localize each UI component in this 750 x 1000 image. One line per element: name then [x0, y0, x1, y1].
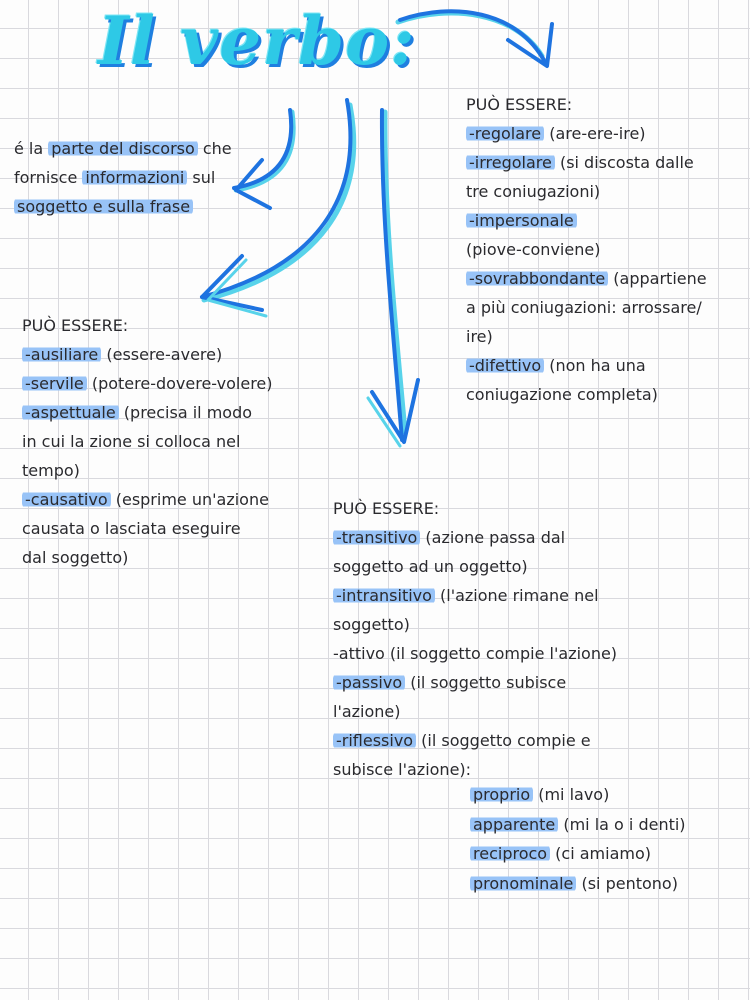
- list-item-impersonale-cont: (piove-conviene): [466, 240, 601, 259]
- list-item-passivo: -passivo (il soggetto subisce: [333, 668, 617, 697]
- list-item-aspettuale-cont: in cui la zione si colloca nel: [22, 432, 241, 451]
- definition-note: [14, 134, 232, 221]
- list-item-intransitivo-cont: soggetto): [333, 615, 410, 634]
- list-item-ausiliare: -ausiliare (essere-avere): [22, 340, 273, 369]
- list-item-attivo: -attivo (il soggetto compie l'azione): [333, 644, 618, 663]
- list-item-passivo-cont: l'azione): [333, 702, 401, 721]
- list-item-causativo-cont: causata o lasciata eseguire: [22, 519, 241, 538]
- list-item-transitivo: -transitivo (azione passa dal: [333, 523, 617, 552]
- left-box-heading: PUÒ ESSERE:: [22, 316, 129, 335]
- list-item-transitivo-cont: soggetto ad un oggetto): [333, 557, 528, 576]
- definition-line-1: é la parte del discorso che: [14, 139, 232, 158]
- center-box: [333, 494, 617, 784]
- list-item-impersonale: -impersonale: [466, 206, 707, 235]
- list-item-pronominale: pronominale (si pentono): [470, 869, 686, 899]
- list-item-aspettuale-cont: tempo): [22, 461, 80, 480]
- definition-line-2: fornisce informazioni sul: [14, 168, 216, 187]
- arrow-right-icon: [398, 11, 552, 66]
- list-item-regolare: -regolare (are-ere-ire): [466, 119, 707, 148]
- left-box: [22, 311, 273, 572]
- highlight-soggetto-frase: soggetto e sulla frase: [14, 197, 193, 216]
- list-item-difettivo: -difettivo (non ha una: [466, 351, 707, 380]
- list-item-sovrabbondante-cont: a più coniugazioni: arrossare/: [466, 298, 702, 317]
- riflessivo-types: [470, 780, 686, 898]
- list-item-servile: -servile (potere-dovere-volere): [22, 369, 273, 398]
- arrow-center-icon: [368, 110, 418, 446]
- center-box-heading: PUÒ ESSERE:: [333, 499, 440, 518]
- list-item-apparente: apparente (mi la o i denti): [470, 810, 686, 840]
- list-item-difettivo-cont: coniugazione completa): [466, 385, 658, 404]
- list-item-sovrabbondante-cont: ire): [466, 327, 493, 346]
- list-item-intransitivo: -intransitivo (l'azione rimane nel: [333, 581, 617, 610]
- arrow-definition-icon: [234, 110, 293, 208]
- list-item-causativo: -causativo (esprime un'azione: [22, 485, 273, 514]
- list-item-irregolare-cont: tre coniugazioni): [466, 182, 601, 201]
- list-item-riflessivo-cont: subisce l'azione):: [333, 760, 472, 779]
- list-item-aspettuale: -aspettuale (precisa il modo: [22, 398, 273, 427]
- highlight-parte-del-discorso: parte del discorso: [48, 139, 198, 158]
- list-item-proprio: proprio (mi lavo): [470, 780, 686, 810]
- list-item-causativo-cont: dal soggetto): [22, 548, 129, 567]
- list-item-reciproco: reciproco (ci amiamo): [470, 839, 686, 869]
- list-item-sovrabbondante: -sovrabbondante (appartiene: [466, 264, 707, 293]
- page-title: Il verbo:: [98, 2, 416, 80]
- list-item-riflessivo: -riflessivo (il soggetto compie e: [333, 726, 617, 755]
- right-box-heading: PUÒ ESSERE:: [466, 95, 573, 114]
- definition-line-3: [14, 192, 232, 221]
- right-box: [466, 90, 707, 409]
- list-item-irregolare: -irregolare (si discosta dalle: [466, 148, 707, 177]
- highlight-informazioni: informazioni: [82, 168, 187, 187]
